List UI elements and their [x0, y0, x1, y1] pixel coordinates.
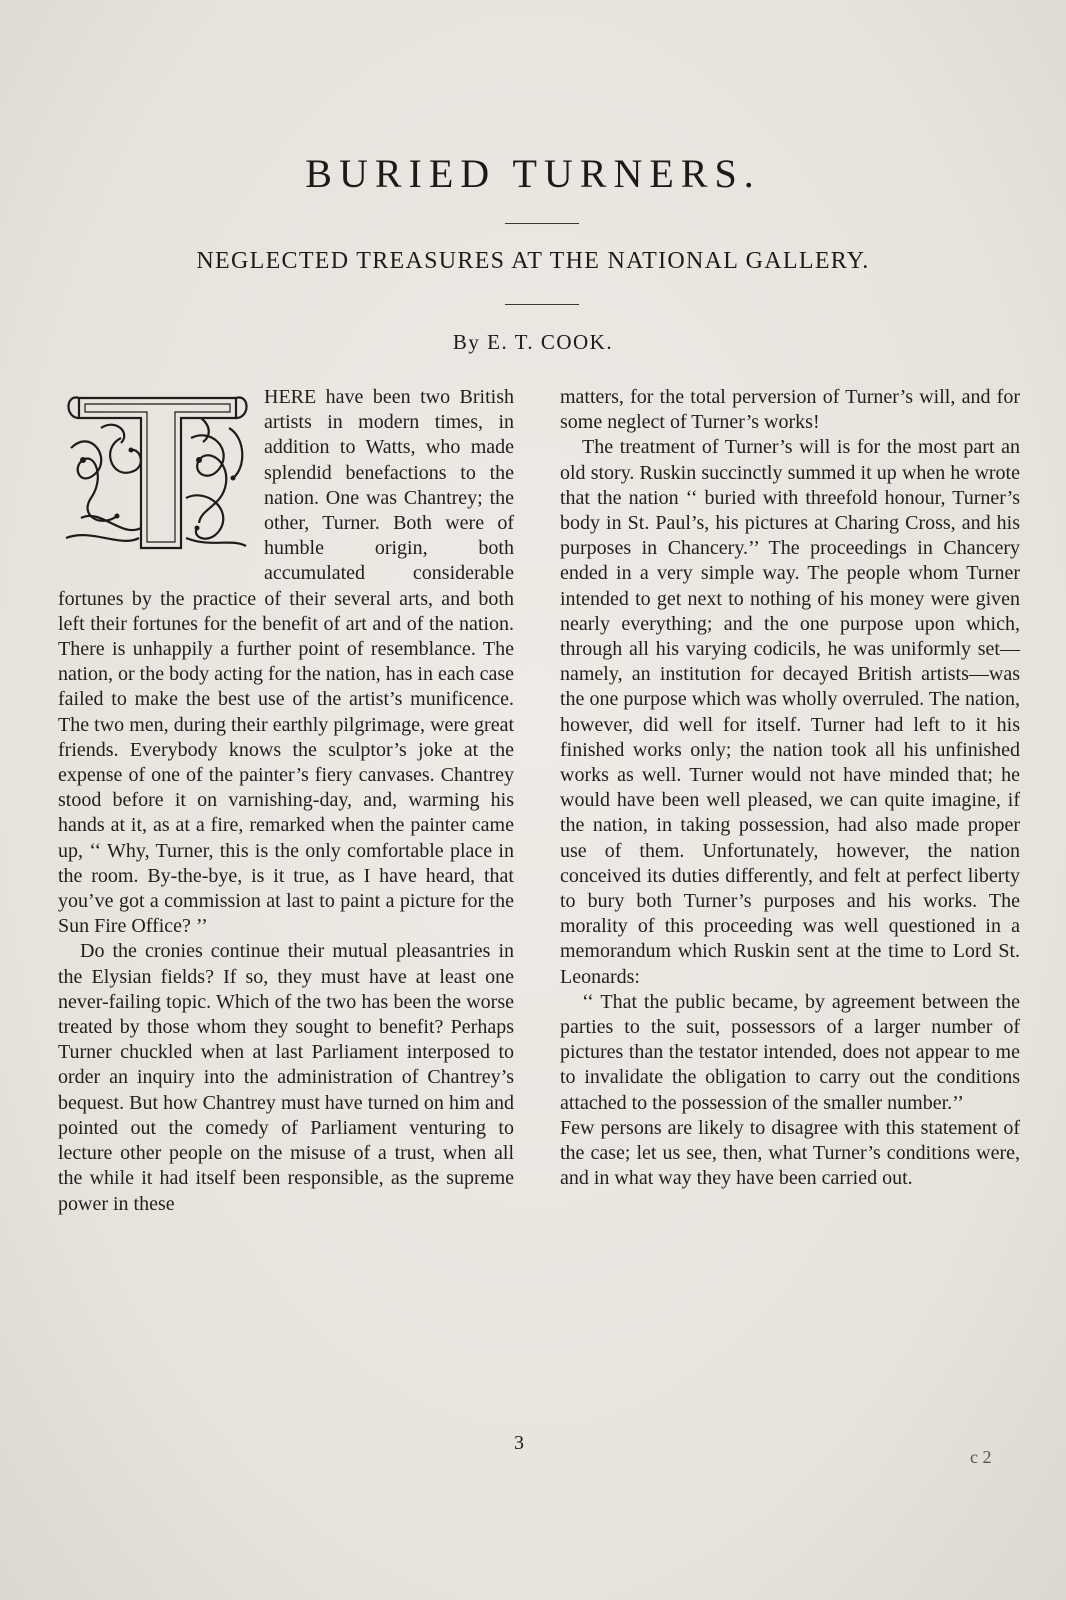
paragraph: The treatment of Turner’s will is for the most part an old story. Ruskin succinctly summed it up when he wrote that the nation ‘‘ buried with threefold honour, Turner’s body in St. Paul’s, his pictures at Charing Cross, and his purposes in Chancery.’’ The proceedings in Chancery ended in a very simple way. The people whom Turner intended to get next to nothing of his money were given nearly everything; and the one purpose upon which, through all his varying codicils, he was uniformly set—namely, an institution for decayed British artists—was the one purpose which was wholly overruled. The nation, however, did well for itself. Turner had left to it his finished works only; the nation took all his unfinished works as well. Turner would not have minded that; he would have been well pleased, we can quite imagine, if the nation, in taking possession, had also made proper use of them. Unfortunately, however, the nation conceived its duties differently, and felt at perfect liberty to bury both Turner’s purposes and his works. The morality of this proceeding was well questioned in a memorandum which Ruskin sent at the time to Lord St. Leonards:: [560, 436, 1020, 988]
ruskin-quotation: ‘‘ That the public became, by agreement between the parties to the suit, possessors of a larger number of pictures than the testator intended, does not appear to me to invalidate the obligation to carry out the conditions attached to the possession of the smaller number.’’: [560, 990, 1020, 1114]
right-column: [560, 385, 1020, 1192]
subtitle-rule: [505, 304, 579, 305]
ornamental-drop-cap-t: [61, 388, 256, 563]
paragraph: Few persons are likely to disagree with this statement of the case; let us see, then, what Turner’s conditions were, and in what way they have been carried out.: [560, 1116, 1020, 1190]
paragraph: HERE have been two British artists in modern times, in addition to Watts, who made splendid benefactions to the nation. One was Chantrey; the other, Turner. Both were of humble origin, both accumulated considerable fortunes by the practice of their several arts, and both left their fortunes for the benefit of art and of the nation. There is unhappily a further point of resemblance. The nation, or the body acting for the nation, has in each case failed to make the best use of the artist’s munificence. The two men, during their earthly pilgrimage, were great friends. Everybody knows the sculptor’s joke at the expense of one of the painter’s fiery canvases. Chantrey stood before it on varnishing-day, and, warming his hands at it, as at a fire, remarked when the painter came up, ‘‘ Why, Turner, this is the only comfortable place in the room. By-the-bye, is it true, as I have heard, that you’ve got a commission at last to paint a picture for the Sun Fire Office? ’’: [58, 386, 514, 938]
article-title: BURIED TURNERS.: [305, 151, 761, 196]
left-column: [58, 385, 514, 1217]
title-rule: [505, 223, 579, 224]
paragraph: matters, for the total perversion of Turner’s will, and for some neglect of Turner’s works!: [560, 386, 1020, 434]
signature-mark: c 2: [970, 1447, 992, 1467]
author-byline: By E. T. COOK.: [452, 330, 614, 354]
paragraph: Do the cronies continue their mutual pleasantries in the Elysian fields? If so, they must have at least one never-failing topic. Which of the two has been the worse treated by those whom they sought to benefit? Perhaps Turner chuckled when at last Parliament interposed to order an inquiry into the administration of Chantrey’s bequest. But how Chantrey must have turned on him and pointed out the comedy of Parliament venturing to lecture other people on the misuse of a trust, when all the while it had itself been responsible, as the supreme power in these: [58, 940, 514, 1215]
article-subtitle: NEGLECTED TREASURES AT THE NATIONAL GALLERY.: [196, 248, 870, 274]
page-number: 3: [514, 1432, 524, 1454]
